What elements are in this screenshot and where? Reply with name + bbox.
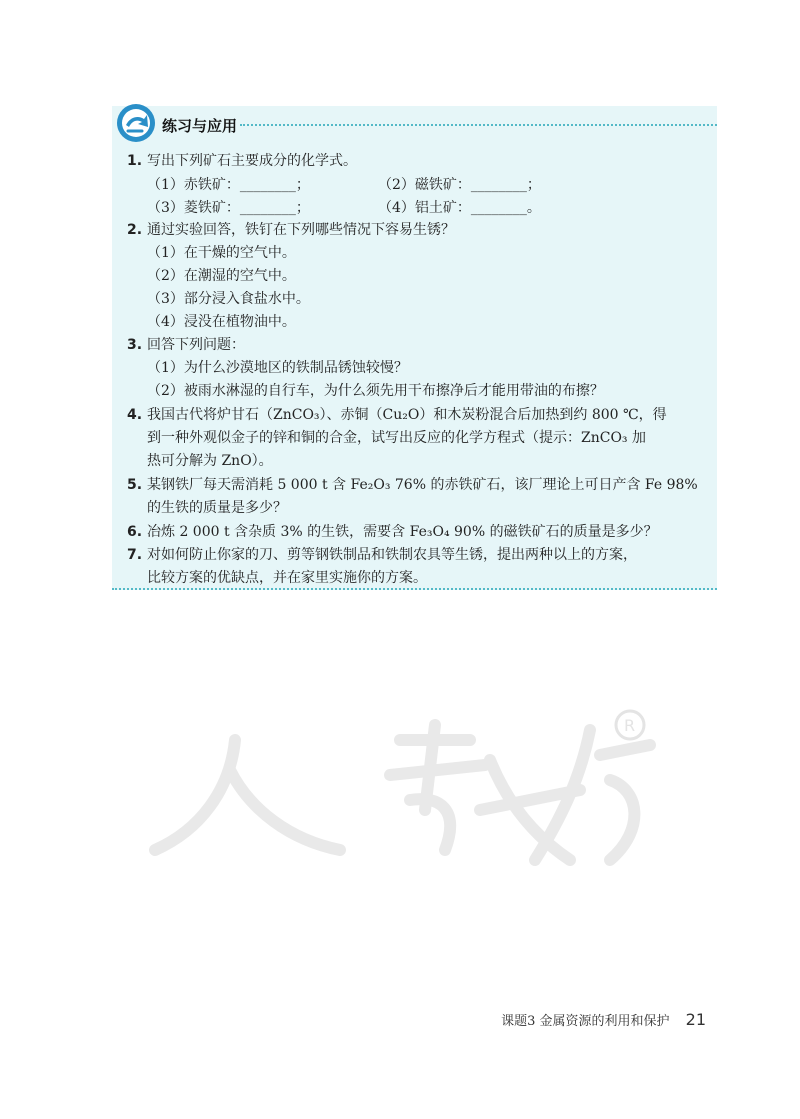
- question-line: 到一种外观似金子的锌和铜的合金，试写出反应的化学方程式（提示：ZnCO₃ 加: [147, 430, 646, 446]
- option: （2）在潮湿的空气中。: [147, 268, 296, 284]
- option: （4）铝土矿：________。: [378, 200, 541, 216]
- question-number: 5.: [127, 477, 143, 493]
- question-line: 热可分解为 ZnO）。: [147, 453, 273, 469]
- option: （3）菱铁矿：________；: [147, 200, 310, 216]
- section-title: 练习与应用: [162, 117, 238, 135]
- page-footer: [501, 1010, 706, 1029]
- page-number: 21: [685, 1010, 706, 1029]
- chapter-title: 课题3 金属资源的利用和保护: [501, 1014, 670, 1029]
- option: （3）部分浸入食盐水中。: [147, 291, 310, 307]
- question-line: 某钢铁厂每天需消耗 5 000 t 含 Fe₂O₃ 76% 的赤铁矿石，该厂理论上可日产含 Fe 98%: [147, 477, 698, 493]
- question-number: 7.: [127, 547, 143, 563]
- question-number: 3.: [127, 337, 143, 353]
- question-number: 4.: [127, 407, 143, 423]
- question-line: 对如何防止你家的刀、剪等钢铁制品和铁制农具等生锈，提出两种以上的方案，: [147, 547, 637, 563]
- question-number: 6.: [127, 524, 143, 540]
- exercise-badge-icon: [116, 103, 156, 143]
- header-divider: [240, 124, 717, 126]
- question-line: 我国古代将炉甘石（ZnCO₃）、赤铜（Cu₂O）和木炭粉混合后加热到约 800 ℃，得: [147, 407, 667, 423]
- question-line: 比较方案的优缺点，并在家里实施你的方案。: [147, 570, 427, 586]
- question-number: 1.: [127, 153, 143, 169]
- option: （2）被雨水淋湿的自行车，为什么须先用干布擦净后才能用带油的布擦？: [147, 383, 604, 399]
- question-line: 的生铁的质量是多少？: [147, 500, 287, 516]
- option: （1）为什么沙漠地区的铁制品锈蚀较慢？: [147, 360, 408, 376]
- publisher-watermark-logo: [140, 700, 660, 880]
- svg-text:R: R: [624, 716, 636, 735]
- question-line: 冶炼 2 000 t 含杂质 3% 的生铁，需要含 Fe₃O₄ 90% 的磁铁矿石的质量是多少？: [147, 524, 658, 540]
- option: （1）在干燥的空气中。: [147, 245, 296, 261]
- option: （1）赤铁矿：________；: [147, 177, 310, 193]
- question-number: 2.: [127, 222, 143, 238]
- question-text: 回答下列问题：: [147, 337, 245, 353]
- option: （4）浸没在植物油中。: [147, 314, 296, 330]
- option: （2）磁铁矿：________；: [378, 177, 541, 193]
- question-text: 通过实验回答，铁钉在下列哪些情况下容易生锈？: [147, 222, 455, 238]
- question-text: 写出下列矿石主要成分的化学式。: [147, 153, 357, 169]
